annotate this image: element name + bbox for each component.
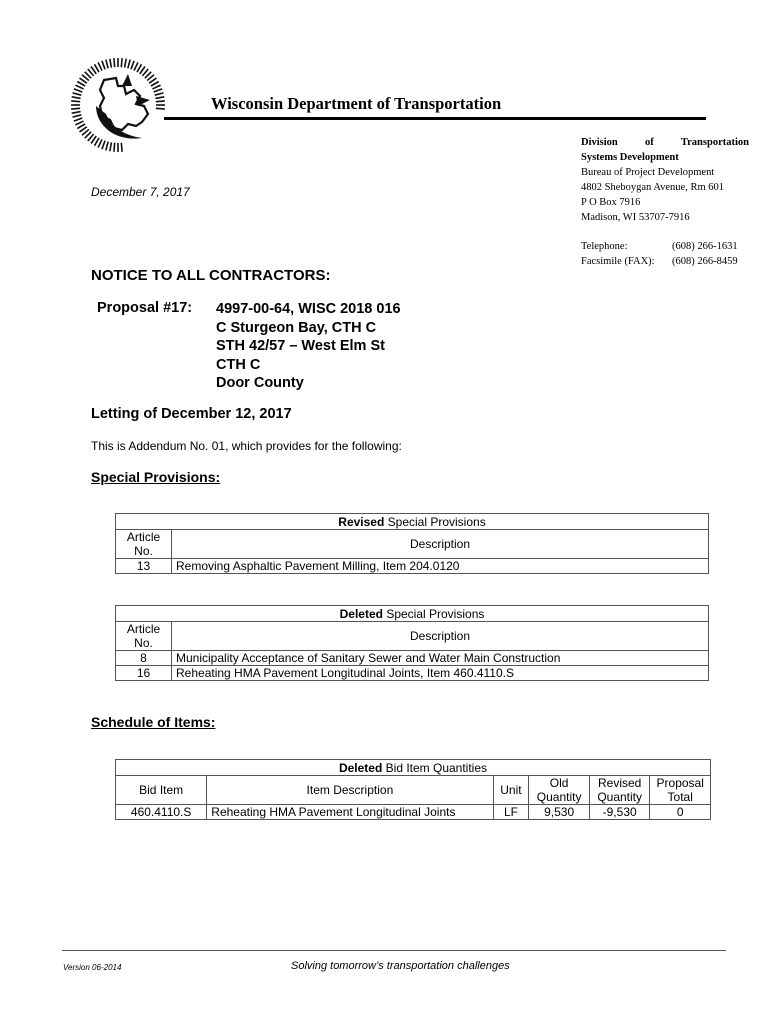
- table-caption: Deleted Special Provisions: [116, 606, 709, 622]
- proposal-line: STH 42/57 – West Elm St: [216, 338, 385, 354]
- addendum-intro: This is Addendum No. 01, which provides for the following:: [91, 439, 402, 453]
- old-quantity-value: 9,530: [529, 805, 590, 820]
- division-word: Division: [581, 137, 618, 148]
- proposal-total-column-header: Proposal Total: [650, 776, 711, 805]
- revised-provisions-table: [115, 513, 709, 574]
- description-column-header: Description: [172, 530, 709, 559]
- letting-heading: Letting of December 12, 2017: [91, 406, 292, 422]
- unit-column-header: Unit: [493, 776, 529, 805]
- agency-title: Wisconsin Department of Transportation: [211, 94, 502, 113]
- division-transportation-word: Transportation: [680, 137, 749, 148]
- table-row: [116, 805, 711, 820]
- special-provisions-heading: Special Provisions:: [91, 469, 221, 485]
- fax-number: (608) 266-8459: [672, 256, 738, 267]
- description-column-header: Description: [172, 622, 709, 651]
- po-box: P O Box 7916: [581, 197, 641, 208]
- proposal-line: CTH C: [216, 356, 261, 373]
- bid-item-column-header: Bid Item: [116, 776, 207, 805]
- article-column-header: Article No.: [116, 622, 172, 651]
- bid-item-number: 460.4110.S: [116, 805, 207, 820]
- item-description-column-header: Item Description: [207, 776, 493, 805]
- wisdot-seal-logo: [66, 56, 170, 154]
- table-caption: Deleted Bid Item Quantities: [116, 760, 711, 776]
- proposal-line: Door County: [216, 375, 304, 391]
- division-name-line: Systems Development: [581, 152, 679, 163]
- division-address-block: [581, 135, 749, 269]
- proposal-total-value: 0: [650, 805, 711, 820]
- notice-heading: NOTICE TO ALL CONTRACTORS:: [91, 267, 331, 284]
- fax-label: Facsimile (FAX):: [581, 256, 655, 267]
- division-of-word: of: [644, 137, 654, 148]
- article-number: 13: [116, 559, 172, 574]
- deleted-bid-items-table: [115, 759, 711, 820]
- proposal-line: 4997-00-64, WISC 2018 016: [216, 301, 401, 317]
- item-description: Reheating HMA Pavement Longitudinal Joints: [207, 805, 493, 820]
- header-divider: [164, 117, 706, 120]
- proposal-line: C Sturgeon Bay, CTH C: [216, 319, 377, 336]
- old-quantity-column-header: Old Quantity: [529, 776, 590, 805]
- deleted-provisions-table: [115, 605, 709, 681]
- footer-divider: [62, 950, 726, 951]
- footer-tagline: Solving tomorrow’s transportation challenges: [291, 960, 510, 972]
- telephone-number: (608) 266-1631: [672, 241, 738, 252]
- telephone-label: Telephone:: [581, 241, 628, 252]
- article-column-header: Article No.: [116, 530, 172, 559]
- unit-value: LF: [493, 805, 529, 820]
- table-row: [116, 666, 709, 681]
- proposal-details: [216, 300, 401, 393]
- proposal-label: Proposal #17:: [97, 300, 193, 316]
- revised-quantity-column-header: Revised Quantity: [589, 776, 650, 805]
- city-state-zip: Madison, WI 53707-7916: [581, 212, 690, 223]
- article-number: 16: [116, 666, 172, 681]
- provision-description: Municipality Acceptance of Sanitary Sewer and Water Main Construction: [172, 651, 709, 666]
- table-row: [116, 651, 709, 666]
- article-number: 8: [116, 651, 172, 666]
- table-row: [116, 559, 709, 574]
- revised-quantity-value: -9,530: [589, 805, 650, 820]
- letter-date: December 7, 2017: [91, 185, 190, 199]
- bureau-line: Bureau of Project Development: [581, 167, 715, 178]
- schedule-of-items-heading: Schedule of Items:: [91, 714, 216, 730]
- version-label: Version 06-2014: [63, 963, 122, 972]
- table-caption: Revised Special Provisions: [116, 514, 709, 530]
- provision-description: Reheating HMA Pavement Longitudinal Joints, Item 460.4110.S: [172, 666, 709, 681]
- street-address: 4802 Sheboygan Avenue, Rm 601: [581, 182, 725, 193]
- provision-description: Removing Asphaltic Pavement Milling, Item 204.0120: [172, 559, 709, 574]
